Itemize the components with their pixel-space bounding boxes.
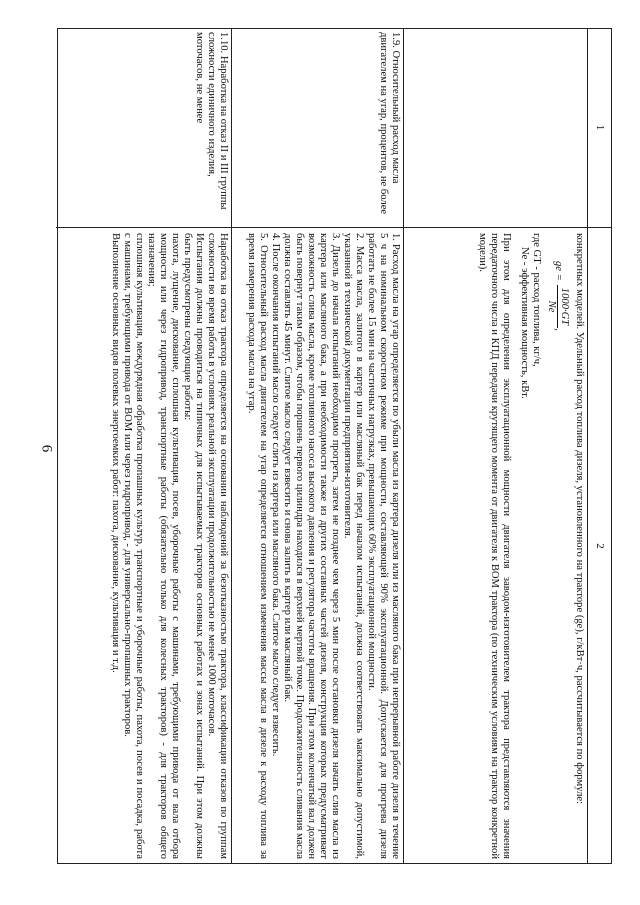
row-1-paragraph: При этом для определения эксплуатационной мощности двигателя заводом-изготовителем трактора представляются значения передаточного числа и КПД передачи крутящего момента от двигателя к ВОМ трактора (по техническим условиям на трактор конкретной модели). [477,233,513,859]
page-number: 6 [38,444,55,453]
table-row [403,28,587,864]
row-1-paragraph: конкретных моделей. Удельный расход топлива дизеля, установленного на тракторе (gе), г/кВт·ч, рассчитывается по формуле: [574,233,585,805]
list-item: 4. После окончания испытаний масло следует слить из картера или масляного бака. Слитое масло следует взвесить. [270,233,282,757]
header-col-1: 1 [588,28,611,228]
requirements-table [56,28,611,864]
where-line: где GТ - расход топлива, кг/ч, [531,233,543,367]
row-1-title [404,28,587,228]
row-3-content [56,228,231,864]
where-line: Nе - эффективная мощность, кВт. [519,247,531,399]
row-3-paragraph: Выполнение основных видов полевых энергоемких работ: пахота, дискование, культивация и т.д. [110,233,122,673]
list-item: 3. Дизель до начала испытаний необходимо прогреть, затем не позднее чем через 5 мин после остановки дизеля начать слив масла из картера или масляного бака, а при необходимости также из других составных частей дизеля, конструкция которых предусматривает возможность слива масла, кроме топливного насоса высокого давления и регулятора частоты вращения. При этом коленчатый вал должен быть повернут таким образом, чтобы поршень первого цилиндра находился в верхней мертвой точке. Продолжительность сливания масла должна составлять 45 минут. Слитое масло следует взвесить и снова залить в картер или масляный бак. [282,233,342,859]
list-item: 5. Относительный расход масла двигателем на угар определяется отношением изменения массы масла в дизеле к расходу топлива за время измерения расхода масла на угар. [246,233,270,859]
list-item: 2. Масса масла, залитого в картер или масляный бак перед началом испытаний, должна соответствовать максимально допустимой, указанной в технической документации предприятия-изготовителя. [342,233,366,859]
row-3-title: 1.10. Наработка на отказ II и III группы сложности единичного изделия, моточасов, не менее [56,28,231,228]
row-3-paragraph: пахота, лущение, дискование, сплошная культивация, посев, уборочные работы с машинами, требующими привода от вала отбора мощности или через гидропривод, транспортные работы (обязательно только для колесных тракторов) - для тракторов общего назначения; [146,233,182,859]
formula-denominator: Nе [546,300,558,313]
row-3-paragraph: Наработка на отказ трактора определяется на основании наблюдений за безотказностью трактора, классификации отказов по группам сложности во время работы в условиях реальной эксплуатации продолжительностью не менее 1000 моточасов. [206,233,229,859]
list-item: 1. Расход масла на угар определяется по убыли масла из картера дизеля или из масляного бака при непрерывной работе дизеля в течение 5 ч на номинальном скоростном режиме при мощности, составляющей 90% эксплуатационной. Допускается для прогрева дизеля работать не более 15 мин на частичных нагрузках, превышающих 60% эксплуатационной мощности. [366,233,401,859]
table-header [587,28,611,864]
fuel-consumption-formula [545,261,570,859]
row-3-paragraph: сплошная культивация, междурядная обработка пропашных культур, транспортные и уборочные работы, пахота, посев и посадка, работа с машинами, требующими привода от ВОМ или через гидропривод, - для универсально-пропашных тракторов. [122,233,146,859]
row-1-content [404,228,587,864]
row-2-title: 1.9. Относительный расход масла двигателем на угар, процентов, не более [232,28,403,228]
row-3-paragraph: Испытания должны проводиться на типичных для испытываемых тракторов основных работах и зонах испытаний. При этом должны быть предусмотрены следующие работы: [182,233,206,859]
formula-fraction [545,285,570,328]
formula-end: , [552,328,564,331]
formula-numerator: 1000·GТ [557,285,570,328]
formula-lhs: gе = [552,261,564,281]
header-col-2: 2 [593,543,606,549]
table-row [56,28,231,864]
table-row [231,28,403,864]
row-2-content [232,228,403,864]
